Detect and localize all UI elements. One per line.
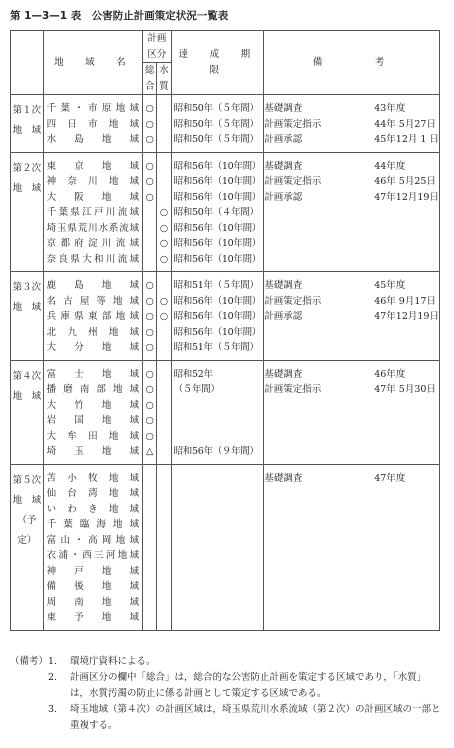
note-item: 基礎調査 xyxy=(264,103,303,114)
sogo-mark xyxy=(143,205,156,221)
remark-number: 1. xyxy=(48,656,58,667)
sogo-mark: ○ xyxy=(145,103,154,114)
group-label-line: （予定） xyxy=(17,514,37,546)
period-text xyxy=(172,517,264,533)
period-text: 昭和56年（10年間） xyxy=(173,191,261,203)
suishitsu-mark xyxy=(157,367,170,383)
group-label-line: 第４次 xyxy=(12,370,42,382)
region-name: 京都府淀川流域 xyxy=(46,238,140,249)
region-name: 名古屋等地域 xyxy=(46,295,140,307)
note-item: 基礎調査 xyxy=(264,472,303,484)
header-suishitsu: 水質 xyxy=(157,63,171,95)
period-text: 昭和56年（10年間） xyxy=(173,238,261,249)
remark-text: 埼玉地域（第４次）の計画区域は，埼玉県荒川水系流域（第２次）の計画区域の一部と重複する。 xyxy=(70,704,441,731)
period-text xyxy=(172,579,264,595)
note-date: 47年度 xyxy=(374,472,406,484)
suishitsu-mark xyxy=(157,174,170,190)
region-name: 周南地域 xyxy=(46,596,140,608)
sogo-mark: ○ xyxy=(145,118,154,130)
suishitsu-mark xyxy=(157,190,170,206)
suishitsu-cell xyxy=(157,360,171,464)
suishitsu-mark xyxy=(157,278,170,294)
region-name: 兵庫県東部地域 xyxy=(46,311,140,322)
suishitsu-mark xyxy=(157,579,170,595)
notes-cell xyxy=(264,152,440,272)
suishitsu-mark xyxy=(157,413,170,429)
note-date: 46年 9月17日 xyxy=(374,295,436,307)
suishitsu-cell xyxy=(157,464,171,630)
header-blank xyxy=(11,31,44,95)
sogo-mark: ○ xyxy=(145,430,154,442)
sogo-mark xyxy=(143,533,156,549)
group-row xyxy=(11,360,440,464)
period-cell xyxy=(171,360,264,464)
sogo-cell xyxy=(143,272,157,361)
period-text xyxy=(172,533,264,549)
sogo-mark xyxy=(143,579,156,595)
note-row xyxy=(264,117,439,133)
period-text: 昭和51年（５年間） xyxy=(173,280,259,291)
sogo-mark: ○ xyxy=(145,311,154,322)
suishitsu-cell xyxy=(157,95,171,153)
period-text: 昭和56年（10年間） xyxy=(173,176,261,187)
group-label xyxy=(11,464,44,630)
note-date: 47年12月19日 xyxy=(374,191,439,203)
note-row xyxy=(264,294,439,310)
note-row xyxy=(264,471,439,487)
period-text xyxy=(172,564,264,580)
suishitsu-mark xyxy=(157,471,170,487)
suishitsu-cell xyxy=(157,152,171,272)
header-region: 地 域 名 xyxy=(43,31,142,95)
region-name: 仙台湾地域 xyxy=(46,488,140,499)
suishitsu-mark: ○ xyxy=(159,222,169,234)
group-label-line: 第２次 xyxy=(12,162,42,174)
sogo-mark: ○ xyxy=(145,368,154,380)
table-title: 第 1—3—1 表 公害防止計画策定状況一覧表 xyxy=(10,10,229,22)
sogo-mark: ○ xyxy=(145,176,154,187)
suishitsu-mark xyxy=(157,398,170,414)
period-cell xyxy=(171,272,264,361)
period-text: 昭和50年（５年間） xyxy=(173,134,259,145)
region-cell xyxy=(43,360,142,464)
notes-cell xyxy=(264,464,440,630)
period-text xyxy=(172,502,264,518)
remark-number: 3. xyxy=(48,704,58,715)
group-label-line: 地 域 xyxy=(12,125,42,136)
period-text xyxy=(172,610,264,626)
period-text: 昭和56年（10年間） xyxy=(173,295,261,307)
region-name: いわき地域 xyxy=(46,503,140,515)
note-date: 46年度 xyxy=(374,368,406,380)
remark-number: 2. xyxy=(48,672,58,683)
region-name: 千葉臨海地域 xyxy=(46,519,140,530)
period-text: 昭和56年（９年間） xyxy=(173,446,259,457)
region-name: 東予地域 xyxy=(46,612,140,623)
region-name: 衣浦・西三河地域 xyxy=(46,550,140,561)
sogo-cell xyxy=(143,360,157,464)
period-text xyxy=(172,471,264,487)
period-cell xyxy=(171,152,264,272)
period-text: （５年間） xyxy=(173,384,220,395)
group-label xyxy=(11,95,44,153)
note-item: 計画承認 xyxy=(264,134,303,145)
note-item: 計画承認 xyxy=(264,311,303,322)
note-item: 基礎調査 xyxy=(264,280,303,291)
sogo-cell xyxy=(143,152,157,272)
group-row xyxy=(11,272,440,361)
region-name: 水島地域 xyxy=(46,134,140,145)
period-text: 昭和56年（10年間） xyxy=(173,253,261,265)
note-row xyxy=(264,190,439,206)
sogo-mark: ○ xyxy=(145,384,154,395)
region-cell xyxy=(43,152,142,272)
sogo-mark xyxy=(143,517,156,533)
suishitsu-mark xyxy=(157,610,170,626)
suishitsu-mark xyxy=(157,486,170,502)
region-name: 播磨南部地域 xyxy=(46,384,140,395)
sogo-mark xyxy=(143,502,156,518)
region-cell xyxy=(43,95,142,153)
sogo-mark: ○ xyxy=(145,415,154,426)
region-name: 苫小牧地域 xyxy=(46,472,140,484)
region-name: 千葉・市原地域 xyxy=(46,103,140,114)
note-item: 計画策定指示 xyxy=(264,384,322,395)
header-period: 達 成 期 限 xyxy=(171,31,264,95)
region-name: 千葉県江戸川流域 xyxy=(46,207,140,218)
period-text: 昭和56年（10年間） xyxy=(173,222,261,234)
region-name: 埼玉県荒川水系流域 xyxy=(46,222,140,234)
period-text xyxy=(172,548,264,564)
suishitsu-mark xyxy=(157,159,170,175)
suishitsu-mark: ○ xyxy=(159,295,169,307)
sogo-mark: ○ xyxy=(145,399,154,411)
suishitsu-mark xyxy=(157,517,170,533)
sogo-mark: ○ xyxy=(145,326,154,338)
region-name: 大竹地域 xyxy=(46,399,140,411)
group-label-line: 第３次 xyxy=(12,282,42,293)
remark-text: 環境庁資料による。 xyxy=(70,656,156,667)
suishitsu-mark xyxy=(157,429,170,445)
period-cell xyxy=(171,95,264,153)
region-name: 大阪地域 xyxy=(46,191,140,203)
period-text xyxy=(172,595,264,611)
region-name: 富山・高岡地域 xyxy=(46,534,140,546)
note-row xyxy=(264,159,439,175)
region-name: 鹿島地域 xyxy=(46,280,140,291)
suishitsu-mark xyxy=(157,548,170,564)
sogo-mark xyxy=(143,548,156,564)
group-row xyxy=(11,152,440,272)
sogo-mark xyxy=(143,471,156,487)
region-name: 四日市地域 xyxy=(46,118,140,130)
suishitsu-mark: ○ xyxy=(159,207,169,218)
note-date: 45年度 xyxy=(374,280,406,291)
sogo-cell xyxy=(143,95,157,153)
notes-cell xyxy=(264,272,440,361)
period-cell xyxy=(171,464,264,630)
sogo-mark xyxy=(143,610,156,626)
note-row xyxy=(264,278,439,294)
group-label xyxy=(11,272,44,361)
sogo-mark: △ xyxy=(146,446,154,457)
sogo-cell xyxy=(143,464,157,630)
region-name: 富士地域 xyxy=(46,368,140,380)
period-text: 昭和56年（10年間） xyxy=(173,311,261,322)
group-label xyxy=(11,152,44,272)
region-name: 備後地域 xyxy=(46,581,140,592)
region-name: 神戸地域 xyxy=(46,565,140,577)
header-sogo: 総合 xyxy=(143,63,157,95)
group-label-line: 地 域 xyxy=(12,494,42,506)
note-date: 46年 5月25日 xyxy=(374,176,436,187)
region-name: 神奈川地域 xyxy=(46,176,140,187)
suishitsu-mark xyxy=(157,533,170,549)
suishitsu-mark: ○ xyxy=(159,253,169,265)
sogo-mark: ○ xyxy=(145,134,154,145)
sogo-mark: ○ xyxy=(145,342,154,353)
remarks xyxy=(10,654,444,734)
sogo-mark: ○ xyxy=(145,295,154,307)
group-label-line: 地 域 xyxy=(12,390,42,402)
suishitsu-mark xyxy=(157,132,170,148)
period-text: 昭和56年（10年間） xyxy=(173,326,261,338)
suishitsu-mark xyxy=(157,444,170,460)
suishitsu-mark xyxy=(157,564,170,580)
sogo-mark xyxy=(143,252,156,268)
suishitsu-mark xyxy=(157,101,170,117)
sogo-mark: ○ xyxy=(145,280,154,291)
group-label-line: 第１次 xyxy=(12,105,42,116)
region-name: 東京地域 xyxy=(46,160,140,172)
note-item: 計画策定指示 xyxy=(264,118,322,130)
period-text xyxy=(172,413,264,429)
suishitsu-mark: ○ xyxy=(159,238,169,249)
suishitsu-mark xyxy=(157,340,170,356)
note-date: 44年度 xyxy=(374,160,406,172)
period-text: 昭和50年（４年間） xyxy=(173,207,259,218)
note-row xyxy=(264,382,439,398)
group-label-line: 地 域 xyxy=(12,182,42,194)
note-item: 計画策定指示 xyxy=(264,295,322,307)
note-date: 45年12月 1 日 xyxy=(374,134,439,145)
note-row xyxy=(264,101,439,117)
suishitsu-mark xyxy=(157,117,170,133)
suishitsu-mark xyxy=(157,595,170,611)
period-text xyxy=(172,429,264,445)
suishitsu-mark: ○ xyxy=(159,311,169,322)
region-name: 大分地域 xyxy=(46,342,140,353)
period-text: 昭和50年（５年間） xyxy=(173,118,259,130)
suishitsu-mark xyxy=(157,325,170,341)
period-text: 昭和50年（５年間） xyxy=(173,103,259,114)
note-row xyxy=(264,367,439,383)
sogo-mark: ○ xyxy=(145,191,154,203)
note-date: 47年12月19日 xyxy=(374,311,439,322)
region-cell xyxy=(43,272,142,361)
region-name: 大牟田地域 xyxy=(46,430,140,442)
note-item: 計画承認 xyxy=(264,191,303,203)
note-date: 47年 5月30日 xyxy=(374,384,436,395)
suishitsu-mark xyxy=(157,502,170,518)
region-name: 岩国地域 xyxy=(46,415,140,426)
region-name: 北九州地域 xyxy=(46,326,140,338)
note-row xyxy=(264,132,439,148)
period-text xyxy=(172,486,264,502)
sogo-mark xyxy=(143,221,156,237)
note-row xyxy=(264,174,439,190)
group-row xyxy=(11,464,440,630)
suishitsu-cell xyxy=(157,272,171,361)
note-item: 計画策定指示 xyxy=(264,176,322,187)
header-notes: 備 考 xyxy=(264,31,440,95)
period-text: 昭和52年 xyxy=(173,368,213,380)
notes-cell xyxy=(264,360,440,464)
header-plan-class: 計画区分 xyxy=(143,31,172,63)
sogo-mark: ○ xyxy=(145,160,154,172)
sogo-mark xyxy=(143,236,156,252)
note-row xyxy=(264,309,439,325)
period-text xyxy=(172,398,264,414)
note-date: 43年度 xyxy=(374,103,406,114)
region-name: 埼玉地域 xyxy=(46,446,140,457)
notes-cell xyxy=(264,95,440,153)
group-row xyxy=(11,95,440,153)
note-date: 44年 5月27日 xyxy=(374,118,436,130)
group-label xyxy=(11,360,44,464)
period-text: 昭和51年（５年間） xyxy=(173,342,259,353)
region-name: 奈良県大和川流域 xyxy=(46,253,140,265)
plan-status-table xyxy=(10,30,440,631)
group-label-line: 第５次 xyxy=(12,474,42,486)
remarks-label: （備考） xyxy=(10,656,49,667)
sogo-mark xyxy=(143,486,156,502)
sogo-mark xyxy=(143,564,156,580)
group-label-line: 地 域 xyxy=(12,302,42,313)
suishitsu-mark xyxy=(157,382,170,398)
region-cell xyxy=(43,464,142,630)
note-item: 基礎調査 xyxy=(264,160,303,172)
sogo-mark xyxy=(143,595,156,611)
period-text: 昭和56年（10年間） xyxy=(173,160,261,172)
note-item: 基礎調査 xyxy=(264,368,303,380)
remark-text: 計画区分の欄中「総合」は，総合的な公害防止計画を策定する区域であり，「水質」は，水質汚濁の防止に係る計画として策定する区域である。 xyxy=(70,672,427,699)
